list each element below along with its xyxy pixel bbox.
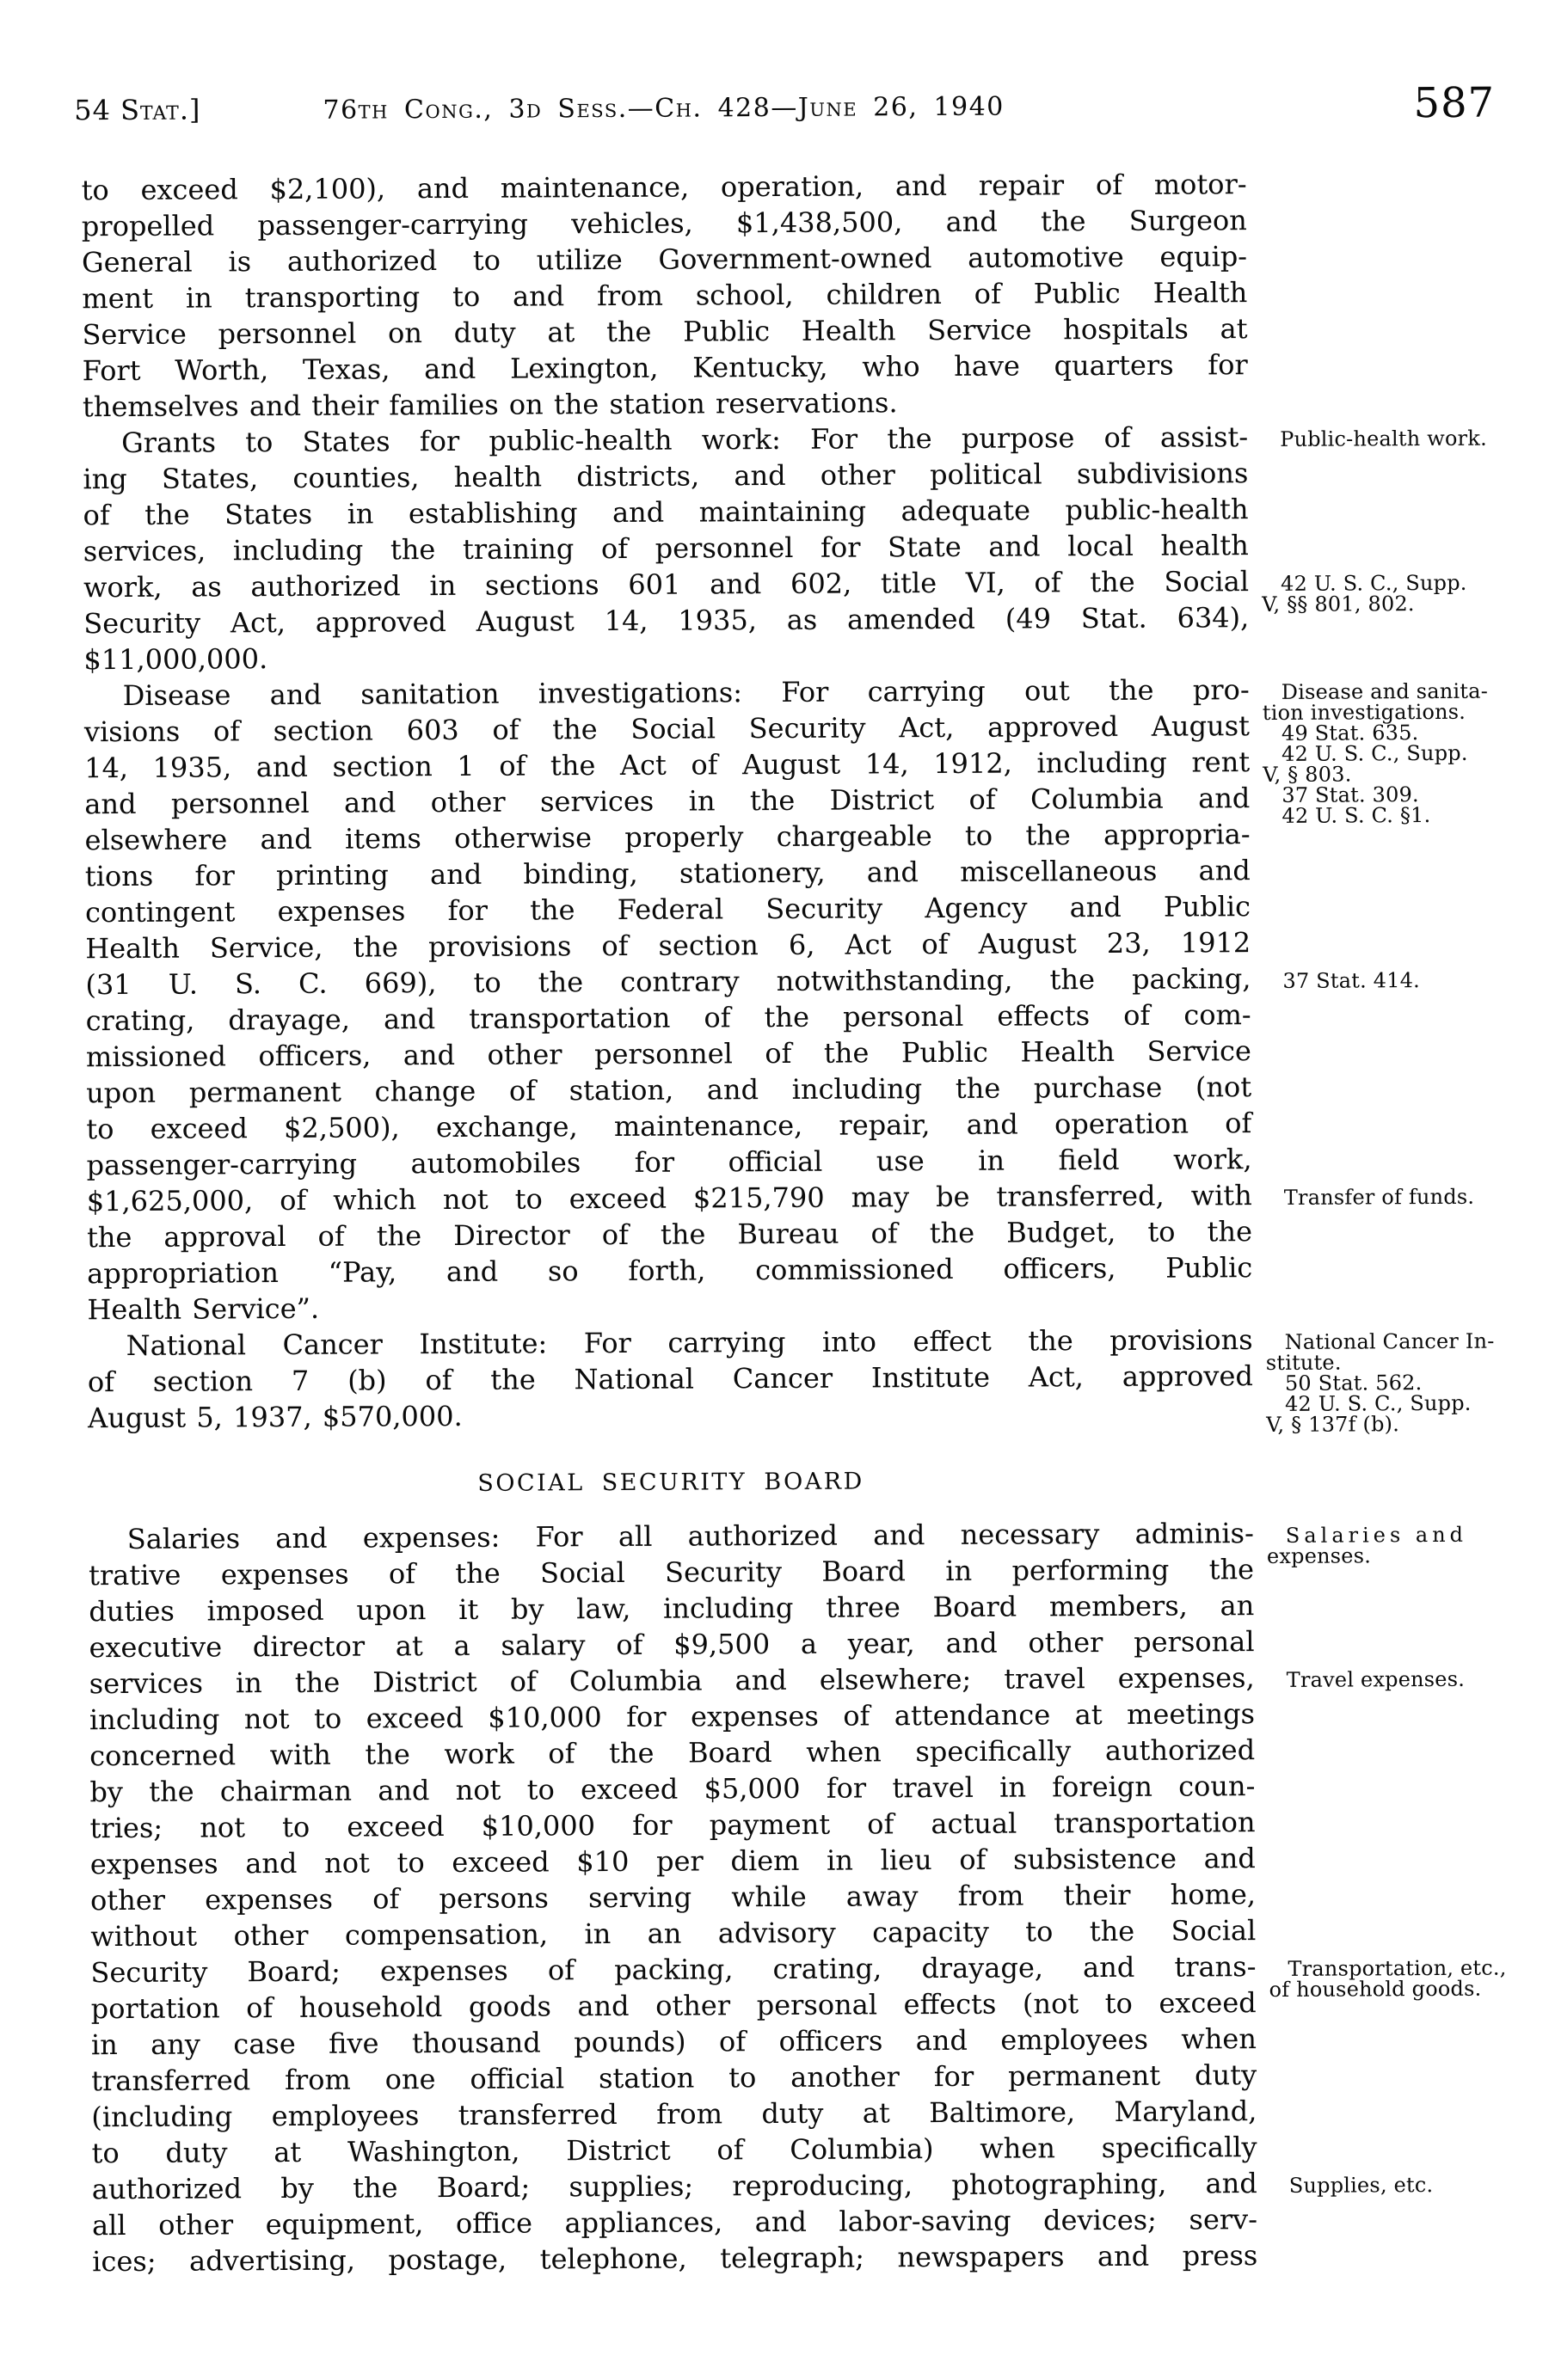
margin-note-national-cancer-institute [1265,1328,1540,1376]
text-line: other expenses of persons serving while away from their home, [89,1878,1257,1917]
page-number: 587 [1413,78,1496,128]
margin-note-50-stat-562 [1266,1371,1540,1394]
text-line: by the chairman and not to exceed $5,000 for travel in foreign coun- [89,1770,1256,1809]
text-line: 37 Stat. 309. [1281,782,1419,807]
margin-note-transfer-of-funds [1265,1186,1539,1208]
text-line: tries; not to exceed $10,000 for payment of actual transportation [89,1806,1256,1845]
margin-note-49-stat-635 [1263,721,1536,744]
text-line: 37 Stat. 414. [1282,968,1421,993]
text-line: Disease and sanita- [1281,678,1489,704]
text-line: V, §§ 801, 802. [1262,592,1415,617]
paragraph-motor-vehicles [82,166,1249,425]
text-line: Salaries and [1285,1522,1468,1548]
text-line: Transfer of funds. [1283,1184,1475,1210]
text-line: tions for printing and binding, stationery, and miscellaneous and [84,854,1251,893]
text-line: services in the District of Columbia and elsewhere; travel expenses, [89,1661,1255,1701]
margin-note-public-health-work [1261,427,1534,450]
text-line: Grants to States for public-health work: For the purpose of assist- [121,420,1249,459]
text-line: National Cancer Institute: For carrying into effect the provisions [126,1323,1253,1362]
text-line: Service personnel on duty at the Public Health Service hospitals at [82,312,1248,352]
text-line: August 5, 1937, $570,000. [88,1399,463,1435]
text-line: Fort Worth, Texas, and Lexington, Kentucky, who have quarters for [82,348,1248,388]
text-line: Public-health work. [1280,426,1487,451]
text-line: Salaries and expenses: For all authorized and necessary adminis- [126,1517,1254,1555]
margin-note-transportation-household-goods [1269,1955,1542,2003]
margin-note-usc-803 [1263,740,1536,788]
text-line: 14, 1935, and section 1 of the Act of August 14, 1912, including rent [84,745,1251,785]
text-line: including not to exceed $10,000 for expenses of attendance at meetings [89,1697,1256,1737]
text-line: ment in transporting to and from school, children of Public Health [82,276,1248,316]
margin-note-usc-137f-b [1266,1390,1540,1438]
text-line: propelled passenger-carrying vehicles, $1,438,500, and the Surgeon [81,204,1247,243]
text-line: ing States, counties, health districts, and other political subdivisions [83,457,1249,496]
text-line: contingent expenses for the Federal Security Agency and Public [84,890,1251,929]
margin-note-usc-801-802 [1262,572,1535,615]
text-line: Disease and sanitation investigations: For carrying out the pro- [122,673,1250,712]
margin-note-travel-expenses [1268,1668,1541,1690]
text-line: $1,625,000, of which not to exceed $215,790 may be transferred, with [86,1179,1252,1218]
text-line: of household goods. [1269,1976,1482,2003]
paragraph-grants-to-states [83,419,1250,678]
text-line: Travel expenses. [1286,1666,1466,1692]
text-line: to exceed $2,100), and maintenance, operation, and repair of motor- [81,168,1247,207]
paragraph-national-cancer-institute [88,1322,1254,1436]
text-line: of the States in establishing and maintaining adequate public-health [83,493,1249,532]
text-line: $11,000,000. [83,642,268,677]
paragraph-disease-sanitation [84,672,1253,1328]
margin-note-42-usc-1 [1263,804,1536,826]
text-line: 42 U. S. C., Supp. [1284,1390,1472,1416]
margin-note-37-stat-414 [1263,969,1537,991]
text-line: 50 Stat. 562. [1284,1371,1423,1395]
stat-volume-label: 54 Stat.] [74,93,201,127]
text-line: themselves and their families on the station reservations. [82,386,898,424]
text-line: Transportation, etc., [1288,1955,1507,1981]
text-line: without other compensation, in an advisory capacity to the Social [90,1914,1257,1954]
text-line: upon permanent change of station, and including the purchase (not [86,1070,1252,1110]
margin-note-salaries-and-expenses [1267,1524,1540,1567]
session-chapter-title: 76th Cong., 3d Sess.—Ch. 428—June 26, 1940 [323,91,1005,126]
text-line: missioned officers, and other personnel of the Public Health Service [85,1034,1251,1074]
text-line: Supplies, etc. [1288,2173,1434,2198]
text-line: V, § 803. [1263,762,1352,788]
text-line: ices; advertising, postage, telephone, telegraph; newspapers and press [92,2239,1258,2279]
text-line: tion investigations. [1262,699,1466,726]
text-line: to exceed $2,500), exchange, maintenance, repair, and operation of [86,1107,1252,1146]
text-line: work, as authorized in sections 601 and 602, title VI, of the Social [83,565,1250,604]
text-line: stitute. [1265,1350,1342,1376]
text-line: National Cancer In- [1284,1328,1495,1354]
text-line: 49 Stat. 635. [1281,721,1419,745]
text-line: concerned with the work of the Board when specifically authorized [89,1733,1256,1773]
text-line: Security Board; expenses of packing, crating, drayage, and trans- [90,1950,1257,1990]
margin-note-37-stat-309 [1263,783,1536,806]
text-line: appropriation “Pay, and so forth, commissioned officers, Public [87,1251,1253,1291]
text-line: Health Service, the provisions of section 6, Act of August 23, 1912 [85,926,1251,966]
text-line: 42 U. S. C. §1. [1281,803,1431,828]
text-line: and personnel and other services in the District of Columbia and [84,782,1251,821]
text-line: authorized by the Board; supplies; reproducing, photographing, and [91,2167,1257,2206]
text-line: V, § 137f (b). [1266,1412,1400,1438]
text-line: crating, drayage, and transportation of the personal effects of com- [85,998,1251,1038]
text-line: the approval of the Director of the Bureau of the Budget, to the [86,1215,1253,1254]
text-line: Health Service”. [87,1291,320,1327]
text-line: all other equipment, office appliances, and labor-saving devices; serv- [91,2203,1258,2242]
text-line: in any case five thousand pounds) of officers and employees when [90,2022,1257,2062]
text-line: 42 U. S. C., Supp. [1280,570,1467,596]
section-heading-social-security-board: SOCIAL SECURITY BOARD [477,1468,864,1497]
text-line: General is authorized to utilize Government-owned automotive equip- [81,240,1248,279]
margin-note-supplies-etc [1270,2174,1544,2196]
text-line: 42 U. S. C., Supp. [1281,740,1468,766]
paragraph-salaries-and-expenses [89,1515,1258,2279]
text-line: transferred from one official station to another for permanent duty [91,2058,1257,2098]
text-line: services, including the training of personnel for State and local health [83,529,1249,568]
text-line: expenses. [1266,1543,1372,1569]
text-line: trative expenses of the Social Security Board in performing the [88,1553,1255,1592]
text-line: of section 7 (b) of the National Cancer Institute Act, approved [87,1359,1253,1399]
text-line: duties imposed upon it by law, including three Board members, an [89,1589,1255,1629]
text-line: (31 U. S. C. 669), to the contrary notwithstanding, the packing, [85,962,1251,1002]
text-line: elsewhere and items otherwise properly chargeable to the appropria- [84,818,1251,857]
text-line: to duty at Washington, District of Columbia) when specifically [91,2131,1257,2170]
text-line: executive director at a salary of $9,500 a year, and other personal [89,1625,1255,1665]
text-line: passenger-carrying automobiles for official use in field work, [86,1143,1252,1182]
running-head [0,0,1550,142]
margin-note-disease-sanitation [1262,678,1536,726]
text-line: portation of household goods and other personal effects (not to exceed [90,1986,1257,2026]
text-line: (including employees transferred from duty at Baltimore, Maryland, [91,2095,1257,2134]
text-line: expenses and not to exceed $10 per diem in lieu of subsistence and [89,1842,1256,1881]
text-line: Security Act, approved August 14, 1935, as amended (49 Stat. 634), [83,601,1250,641]
text-line: visions of section 603 of the Social Security Act, approved August [83,709,1251,749]
